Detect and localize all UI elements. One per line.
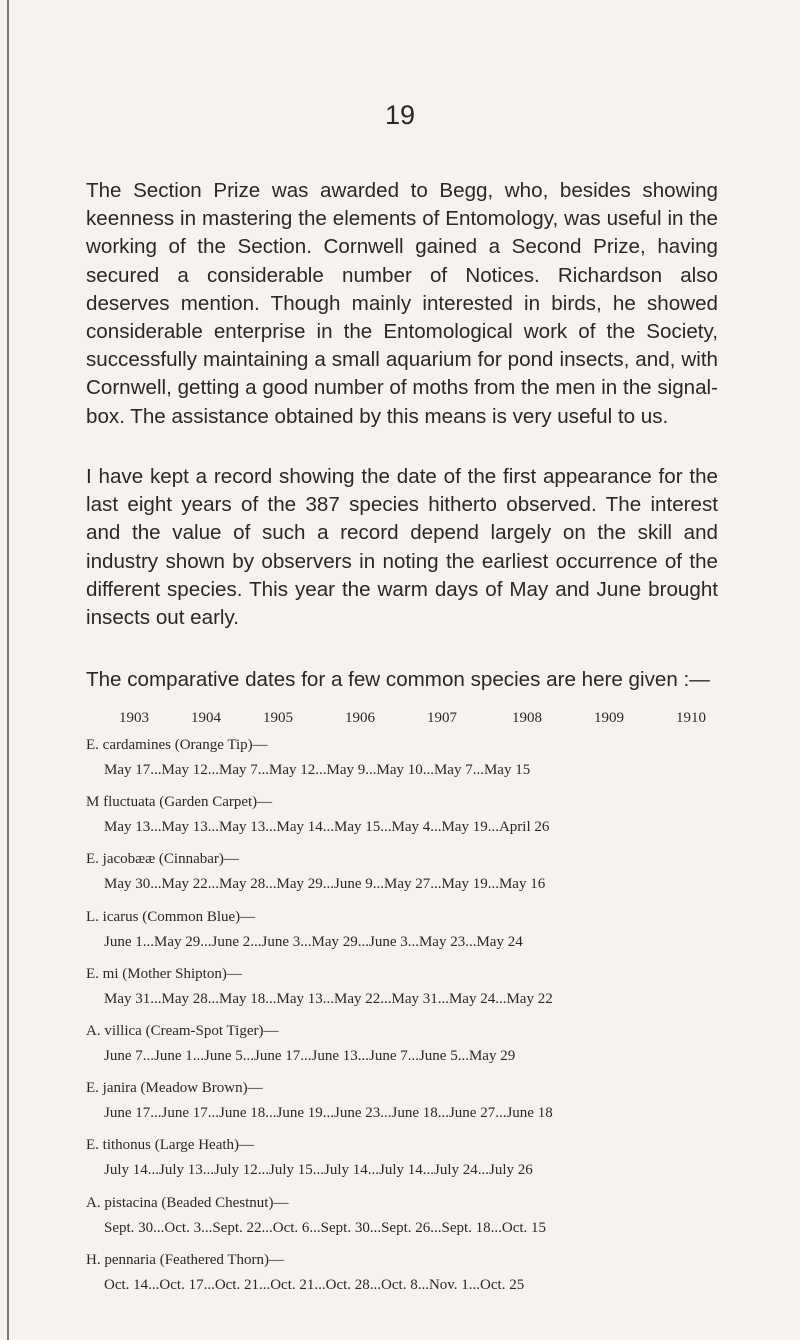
species-name: E. janira (Meadow Brown)— — [86, 1080, 263, 1097]
year-header-1903: 1903 — [119, 710, 149, 726]
species-row — [86, 790, 718, 847]
species-dates: Oct. 14...Oct. 17...Oct. 21...Oct. 21...Oct. 28...Oct. 8...Nov. 1...Oct. 25 — [104, 1276, 525, 1293]
page-number: 19 — [384, 100, 416, 130]
paragraph-record: I have kept a record showing the date of the first appearance for the last eight years of the 387 species hitherto observed. The interest and the value of such a record depend largely on the skill and industry shown by observers in noting the earliest occurrence of the different species. This year the warm days of May and June brought insects out early. — [86, 465, 718, 630]
species-dates: May 30...May 22...May 28...May 29...June 9...May 27...May 19...May 16 — [104, 876, 546, 893]
species-name: H. pennaria (Feathered Thorn)— — [86, 1251, 284, 1268]
species-dates: June 17...June 17...June 18...June 19...June 23...June 18...June 27...June 18 — [104, 1105, 553, 1122]
species-dates: July 14...July 13...July 12...July 15...July 14...July 14...July 24...July 26 — [104, 1162, 533, 1179]
species-row — [86, 1133, 718, 1190]
species-name: A. pistacina (Beaded Chestnut)— — [86, 1194, 289, 1211]
year-header-1905: 1905 — [263, 710, 293, 726]
year-header-1907: 1907 — [427, 710, 457, 726]
species-dates: June 1...May 29...June 2...June 3...May 29...June 3...May 23...May 24 — [104, 933, 523, 950]
page-edge-shadow — [7, 0, 9, 1340]
species-name: E. tithonus (Large Heath)— — [86, 1137, 255, 1154]
species-row — [86, 733, 718, 790]
species-name: L. icarus (Common Blue)— — [86, 908, 256, 925]
species-dates: May 13...May 13...May 13...May 14...May 15...May 4...May 19...April 26 — [104, 819, 550, 836]
year-header-1906: 1906 — [345, 710, 375, 726]
species-dates: May 31...May 28...May 18...May 13...May 22...May 31...May 24...May 22 — [104, 990, 553, 1007]
species-name: E. mi (Mother Shipton)— — [86, 965, 242, 982]
species-name: E. cardamines (Orange Tip)— — [86, 737, 268, 753]
year-header-1904: 1904 — [191, 710, 221, 726]
species-dates: May 17...May 12...May 7...May 12...May 9...May 10...May 7...May 15 — [104, 762, 531, 778]
year-header-1910: 1910 — [676, 710, 706, 726]
species-row — [86, 847, 718, 904]
species-row — [86, 962, 718, 1019]
species-dates: Sept. 30...Oct. 3...Sept. 22...Oct. 6...Sept. 30...Sept. 26...Sept. 18...Oct. 15 — [104, 1219, 547, 1236]
paragraph-comparative-dates: The comparative dates for a few common species are here given :— — [86, 668, 710, 691]
species-row — [86, 1019, 718, 1076]
year-header-row — [0, 710, 800, 730]
year-header-1909: 1909 — [594, 710, 624, 726]
species-dates-table — [86, 733, 718, 1305]
paragraph-section-prize: The Section Prize was awarded to Begg, who, besides showing keenness in mastering the elements of Entomology, was useful in the working of the Section. Cornwell gained a Second Prize, having secured a considerable number of Notices. Richardson also deserves mention. Though mainly interested in birds, he showed considerable enterprise in the Entomological work of the Society, successfully maintaining a small aquarium for pond insects, and, with Cornwell, getting a good number of moths from the men in the signal-box. The assistance obtained by this means is very useful to us. — [86, 179, 718, 428]
species-row — [86, 1191, 718, 1248]
species-name: M fluctuata (Garden Carpet)— — [86, 794, 273, 811]
species-dates: June 7...June 1...June 5...June 17...June 13...June 7...June 5...May 29 — [104, 1047, 516, 1064]
year-header-1908: 1908 — [512, 710, 542, 726]
species-row — [86, 1076, 718, 1133]
species-row — [86, 1248, 718, 1305]
species-name: E. jacobææ (Cinnabar)— — [86, 851, 239, 868]
species-name: A. villica (Cream-Spot Tiger)— — [86, 1022, 279, 1039]
species-row — [86, 905, 718, 962]
